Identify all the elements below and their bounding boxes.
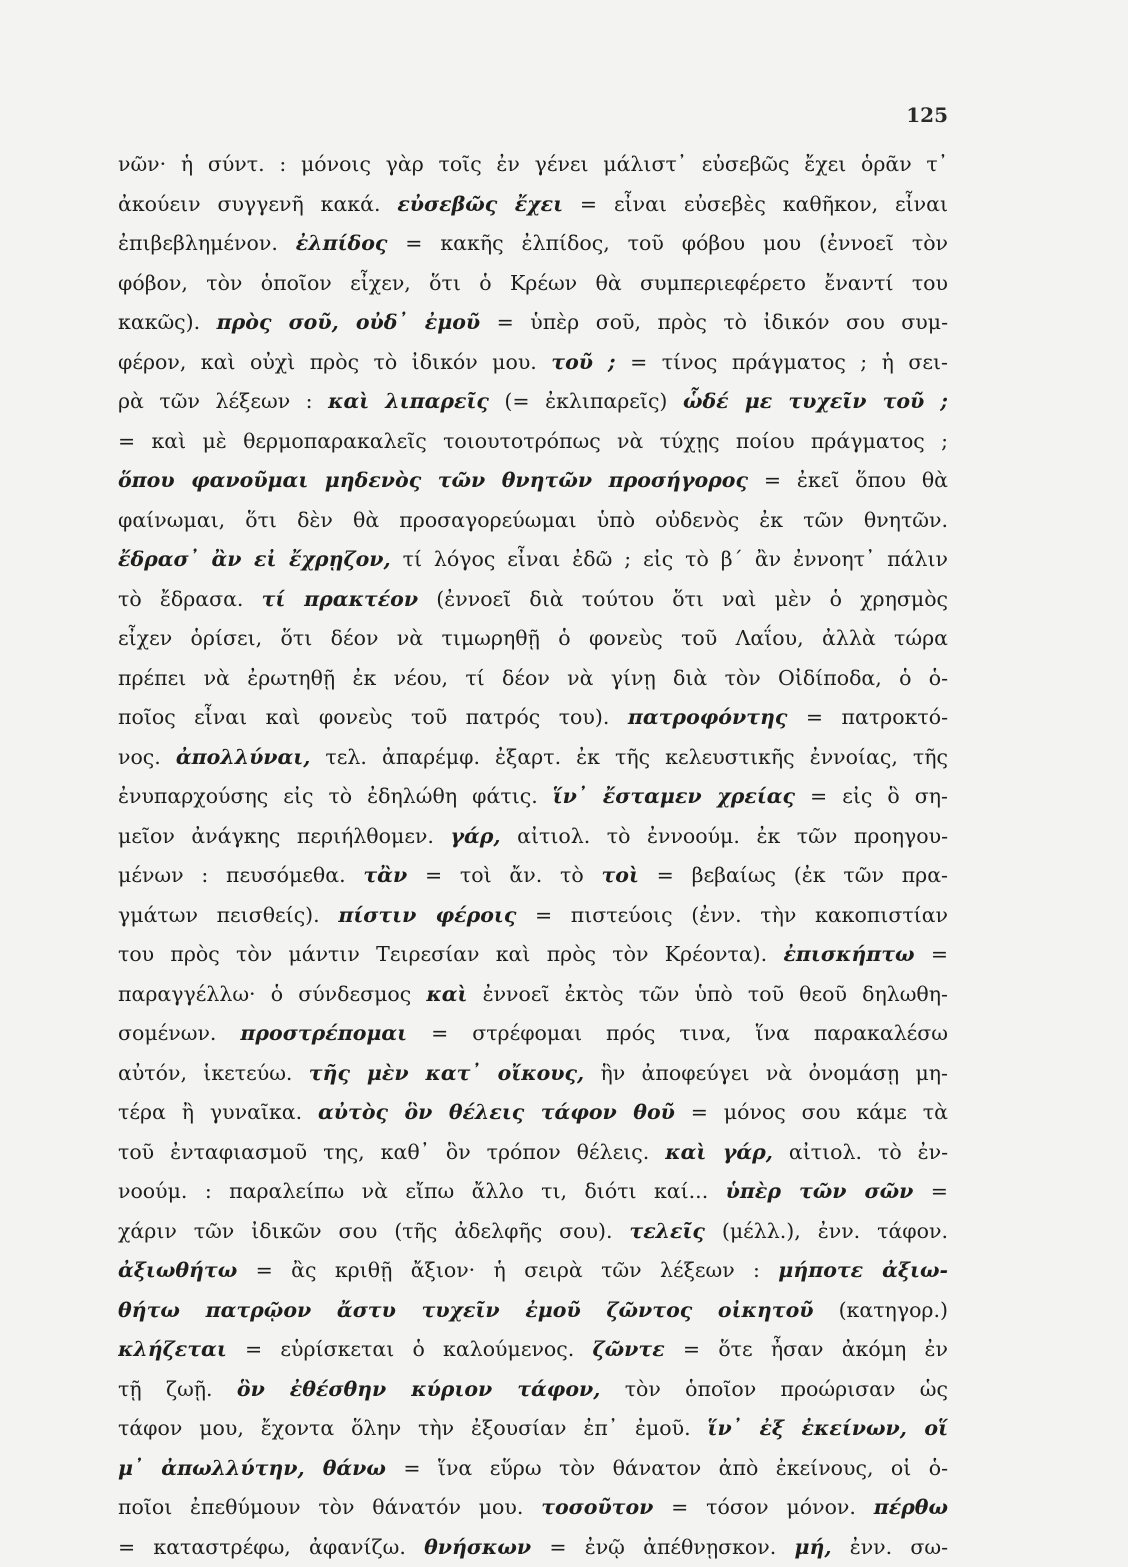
lemma-term: ὅπου φανοῦμαι μηδενὸς τῶν θνητῶν προσήγορος — [118, 468, 748, 492]
gloss-text: = καταστρέφω, ἀφανίζω. — [118, 1535, 424, 1559]
text-line — [118, 224, 948, 264]
gloss-text: = εἶναι εὐσεβὲς καθῆκον, εἶναι — [563, 192, 948, 216]
gloss-text: ἐνυπαρχούσης εἰς τὸ ἐδηλώθη φάτις. — [118, 784, 553, 808]
text-line — [118, 145, 948, 185]
gloss-text: τελ. ἀπαρέμφ. ἐξαρτ. ἐκ τῆς κελευστικῆς ἐννοίας, τῆς — [310, 745, 948, 769]
gloss-text: = πιστεύοις (ἐνν. τὴν κακοπιστίαν — [516, 903, 948, 927]
lemma-term: τί πρακτέον — [262, 587, 418, 611]
gloss-text: τὸ ἔδρασα. — [118, 587, 262, 611]
text-line — [118, 264, 948, 304]
text-line — [118, 580, 948, 620]
text-line — [118, 1251, 948, 1291]
gloss-text: κακῶς). — [118, 310, 217, 334]
gloss-text: αἰτιολ. τὸ ἐν- — [773, 1140, 948, 1164]
text-line — [118, 1014, 948, 1054]
lemma-term: μ᾽ ἀπωλλύτην, θάνω — [118, 1456, 386, 1480]
lemma-term: μή, — [794, 1535, 831, 1559]
text-line — [118, 1330, 948, 1370]
text-line — [118, 738, 948, 778]
gloss-text: μένων : πευσόμεθα. — [118, 863, 363, 887]
gloss-text: = ἐνῷ ἀπέθνῃσκον. — [531, 1535, 794, 1559]
text-line — [118, 1409, 948, 1449]
text-line — [118, 619, 948, 659]
text-line — [118, 1528, 948, 1567]
gloss-text: αἰτιολ. τὸ ἐννοούμ. ἐκ τῶν προηγου- — [501, 824, 948, 848]
text-line — [118, 856, 948, 896]
text-line — [118, 935, 948, 975]
text-line — [118, 1488, 948, 1528]
gloss-text: τῇ ζωῇ. — [118, 1377, 237, 1401]
text-line — [118, 817, 948, 857]
text-line — [118, 1054, 948, 1094]
gloss-text: ποῖοι ἐπεθύμουν τὸν θάνατόν μου. — [118, 1495, 541, 1519]
lemma-term: πέρθω — [874, 1495, 948, 1519]
gloss-text: τοῦ ἐνταφιασμοῦ της, καθ᾽ ὃν τρόπον θέλεις. — [118, 1140, 665, 1164]
gloss-text: ἣν ἀποφεύγει νὰ ὀνομάσῃ μη- — [584, 1061, 948, 1085]
gloss-text: = πατροκτό- — [787, 705, 948, 729]
commentary-text — [118, 145, 948, 1567]
gloss-text: = ὅτε ἦσαν ἀκόμη ἐν — [665, 1337, 948, 1361]
gloss-text: τέρα ἢ γυναῖκα. — [118, 1100, 318, 1124]
lemma-term: ἐλπίδος — [296, 231, 388, 255]
gloss-text: = κακῆς ἐλπίδος, τοῦ φόβου μου (ἐννοεῖ τὸν — [387, 231, 948, 255]
lemma-term: αὐτὸς ὃν θέλεις τάφον θοῦ — [318, 1100, 675, 1124]
text-line — [118, 1093, 948, 1133]
gloss-text: = τόσον μόνον. — [653, 1495, 873, 1519]
gloss-text: τὸν ὁποῖον προώρισαν ὡς — [600, 1377, 948, 1401]
gloss-text: φαίνωμαι, ὅτι δὲν θὰ προσαγορεύωμαι ὑπὸ οὐδενὸς ἐκ τῶν θνητῶν. — [118, 508, 948, 532]
lemma-term: εὐσεβῶς ἔχει — [397, 192, 563, 216]
gloss-text: (κατηγορ.) — [813, 1298, 948, 1322]
lemma-term: ἵν᾽ ἔσταμεν χρείας — [553, 784, 795, 808]
lemma-term: τελεῖς — [629, 1219, 705, 1243]
lemma-term: ἐπισκήπτω — [783, 942, 914, 966]
text-line — [118, 461, 948, 501]
gloss-text: ἐπιβεβλημένον. — [118, 231, 296, 255]
gloss-text: = στρέφομαι πρός τινα, ἵνα παρακαλέσω — [407, 1021, 948, 1045]
gloss-text: σομένων. — [118, 1021, 240, 1045]
lemma-term: κλήζεται — [118, 1337, 227, 1361]
lemma-term: προστρέπομαι — [240, 1021, 407, 1045]
lemma-term: ὃν ἐθέσθην κύριον τάφον, — [237, 1377, 600, 1401]
text-line — [118, 540, 948, 580]
lemma-term: ἀπολλύναι, — [176, 745, 310, 769]
text-line — [118, 975, 948, 1015]
lemma-term: καὶ γάρ, — [665, 1140, 773, 1164]
text-line — [118, 185, 948, 225]
text-line — [118, 343, 948, 383]
text-line — [118, 896, 948, 936]
gloss-text: = τοὶ ἄν. τὸ — [407, 863, 601, 887]
text-line — [118, 1291, 948, 1331]
lemma-term: ὑπὲρ τῶν σῶν — [726, 1179, 914, 1203]
text-line — [118, 382, 948, 422]
gloss-text: χάριν τῶν ἰδικῶν σου (τῆς ἀδελφῆς σου). — [118, 1219, 629, 1243]
gloss-text: φόβον, τὸν ὁποῖον εἶχεν, ὅτι ὁ Κρέων θὰ συμπεριεφέρετο ἔναντί του — [118, 271, 948, 295]
gloss-text: = — [915, 942, 948, 966]
gloss-text: τί λόγος εἶναι ἐδῶ ; εἰς τὸ β΄ ἂν ἐννοητ᾽ πάλιν — [391, 547, 948, 571]
gloss-text: νος. — [118, 745, 176, 769]
lemma-term: καὶ — [426, 982, 467, 1006]
gloss-text: = μόνος σου κάμε τὰ — [675, 1100, 948, 1124]
text-line — [118, 698, 948, 738]
lemma-term: ζῶντε — [593, 1337, 665, 1361]
text-line — [118, 777, 948, 817]
text-line — [118, 501, 948, 541]
text-line — [118, 1370, 948, 1410]
gloss-text: (ἐννοεῖ διὰ τούτου ὅτι ναὶ μὲν ὁ χρησμὸς — [418, 587, 948, 611]
gloss-text: τάφον μου, ἔχοντα ὅλην τὴν ἐξουσίαν ἐπ᾽ ἐμοῦ. — [118, 1416, 708, 1440]
lemma-term: τἂν — [363, 863, 407, 887]
lemma-term: τῆς μὲν κατ᾽ οἴκους, — [309, 1061, 584, 1085]
gloss-text: = τίνος πράγματος ; ἡ σει- — [616, 350, 948, 374]
page-number: 125 — [906, 103, 948, 127]
lemma-term: τοῦ ; — [551, 350, 615, 374]
lemma-term: τοσοῦτον — [541, 1495, 653, 1519]
text-line — [118, 303, 948, 343]
gloss-text: φέρον, καὶ οὐχὶ πρὸς τὸ ἰδικόν μου. — [118, 350, 551, 374]
gloss-text: γμάτων πεισθείς). — [118, 903, 338, 927]
gloss-text: αὐτόν, ἱκετεύω. — [118, 1061, 309, 1085]
lemma-term: πατροφόντης — [628, 705, 788, 729]
lemma-term: πρὸς σοῦ, οὐδ᾽ ἐμοῦ — [217, 310, 480, 334]
gloss-text: του πρὸς τὸν μάντιν Τειρεσίαν καὶ πρὸς τὸν Κρέοντα). — [118, 942, 783, 966]
gloss-text: ρὰ τῶν λέξεων : — [118, 389, 328, 413]
lemma-term: ἔδρασ᾽ ἂν εἰ ἔχρῃζον, — [118, 547, 391, 571]
gloss-text: ἀκούειν συγγενῆ κακά. — [118, 192, 397, 216]
text-line — [118, 1172, 948, 1212]
lemma-term: θήτω πατρῷον ἄστυ τυχεῖν ἐμοῦ ζῶντος οἰκητοῦ — [118, 1298, 813, 1322]
gloss-text: εἶχεν ὁρίσει, ὅτι δέον νὰ τιμωρηθῇ ὁ φονεὺς τοῦ Λαΐου, ἀλλὰ τώρα — [118, 626, 948, 650]
gloss-text: πρέπει νὰ ἐρωτηθῇ ἐκ νέου, τί δέον νὰ γίνῃ διὰ τὸν Οἰδίποδα, ὁ ὁ- — [118, 666, 948, 690]
gloss-text: = βεβαίως (ἐκ τῶν πρα- — [639, 863, 948, 887]
text-line — [118, 422, 948, 462]
gloss-text: = καὶ μὲ θερμοπαρακαλεῖς τοιουτοτρόπως νὰ τύχῃς ποίου πράγματος ; — [118, 429, 948, 453]
gloss-text: παραγγέλλω· ὁ σύνδεσμος — [118, 982, 426, 1006]
gloss-text: ἐνν. σω- — [832, 1535, 948, 1559]
text-line — [118, 1212, 948, 1252]
gloss-text: = — [913, 1179, 948, 1203]
lemma-term: τοὶ — [601, 863, 638, 887]
text-line — [118, 1449, 948, 1489]
lemma-term: μήποτε ἀξιω- — [778, 1258, 948, 1282]
lemma-term: πίστιν φέροις — [338, 903, 516, 927]
gloss-text: νοούμ. : παραλείπω νὰ εἴπω ἄλλο τι, διότι καί... — [118, 1179, 726, 1203]
lemma-term: γάρ, — [450, 824, 500, 848]
gloss-text: (= ἐκλιπαρεῖς) — [489, 389, 683, 413]
lemma-term: ἵν᾽ ἐξ ἐκείνων, οἵ — [708, 1416, 948, 1440]
lemma-term: καὶ λιπαρεῖς — [328, 389, 489, 413]
gloss-text: ποῖος εἶναι καὶ φονεὺς τοῦ πατρός του). — [118, 705, 628, 729]
gloss-text: ἐννοεῖ ἐκτὸς τῶν ὑπὸ τοῦ θεοῦ δηλωθη- — [467, 982, 948, 1006]
text-line — [118, 1133, 948, 1173]
gloss-text: μεῖον ἀνάγκης περιήλθομεν. — [118, 824, 450, 848]
gloss-text: = εἰς ὃ ση- — [795, 784, 948, 808]
gloss-text: = ὑπὲρ σοῦ, πρὸς τὸ ἰδικόν σου συμ- — [480, 310, 948, 334]
gloss-text: = ἵνα εὕρω τὸν θάνατον ἀπὸ ἐκείνους, οἱ ὁ- — [386, 1456, 948, 1480]
gloss-text: = εὑρίσκεται ὁ καλούμενος. — [227, 1337, 593, 1361]
gloss-text: (μέλλ.), ἐνν. τάφον. — [705, 1219, 948, 1243]
gloss-text: = ἐκεῖ ὅπου θὰ — [748, 468, 948, 492]
lemma-term: θνήσκων — [424, 1535, 531, 1559]
text-line — [118, 659, 948, 699]
lemma-term: ἀξιωθήτω — [118, 1258, 237, 1282]
gloss-text: νῶν· ἡ σύντ. : μόνοις γὰρ τοῖς ἐν γένει μάλιστ᾽ εὐσεβῶς ἔχει ὁρᾶν τ᾽ — [118, 152, 948, 176]
gloss-text: = ἂς κριθῇ ἄξιον· ἡ σειρὰ τῶν λέξεων : — [237, 1258, 778, 1282]
lemma-term: ὧδέ με τυχεῖν τοῦ ; — [683, 389, 948, 413]
